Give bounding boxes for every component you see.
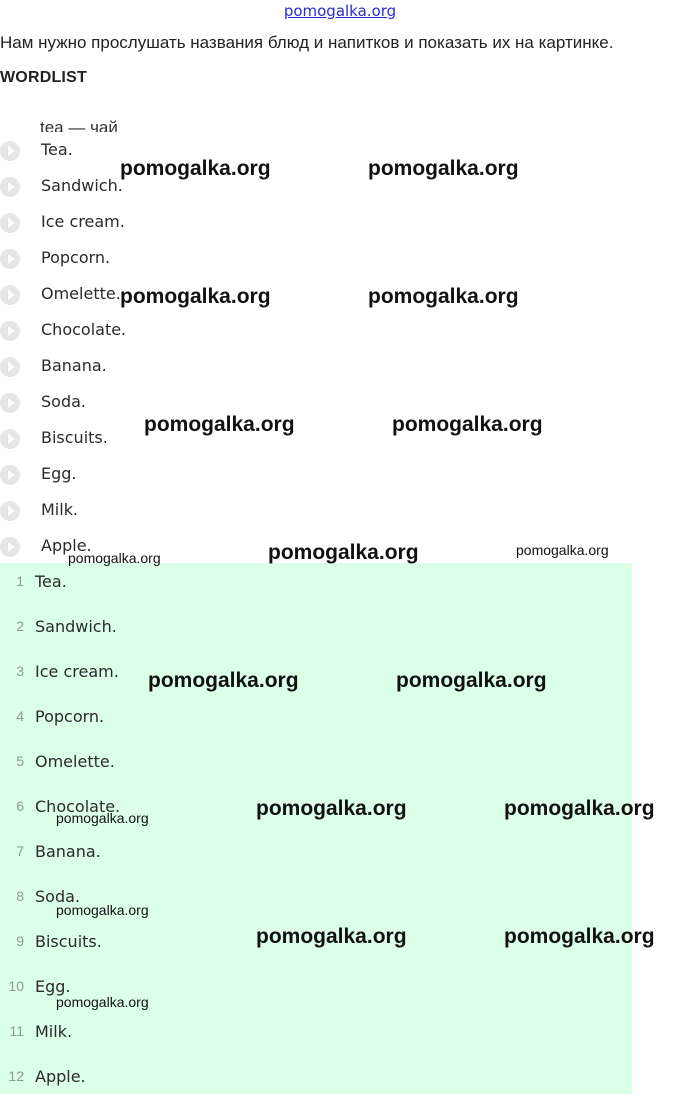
item-number: 11 — [9, 1023, 24, 1039]
watermark: pomogalka.org — [56, 810, 149, 826]
item-number: 2 — [16, 618, 24, 634]
item-number: 8 — [16, 888, 24, 904]
audio-item — [0, 277, 680, 313]
play-icon[interactable] — [0, 465, 20, 485]
play-icon[interactable] — [0, 393, 20, 413]
audio-item-label: Egg. — [41, 464, 77, 483]
item-text: Sandwich. — [35, 617, 117, 636]
watermark: pomogalka.org — [144, 413, 295, 436]
play-icon[interactable] — [0, 501, 20, 521]
numbered-word-panel — [0, 563, 632, 1094]
item-text: Tea. — [35, 572, 67, 591]
item-text: Egg. — [35, 977, 71, 996]
audio-item — [0, 313, 680, 349]
play-icon[interactable] — [0, 285, 20, 305]
play-icon[interactable] — [0, 213, 20, 233]
watermark: pomogalka.org — [56, 902, 149, 918]
audio-item-label: Omelette. — [41, 284, 121, 303]
play-icon[interactable] — [0, 177, 20, 197]
numbered-item — [0, 698, 632, 743]
item-text: Popcorn. — [35, 707, 105, 726]
audio-item — [0, 493, 680, 529]
item-text: Apple. — [35, 1067, 86, 1086]
item-number: 6 — [16, 798, 24, 814]
audio-item-label: Milk. — [41, 500, 79, 519]
audio-item-label: Biscuits. — [41, 428, 108, 447]
play-icon[interactable] — [0, 249, 20, 269]
numbered-item — [0, 608, 632, 653]
item-number: 5 — [16, 753, 24, 769]
numbered-item — [0, 833, 632, 878]
watermark: pomogalka.org — [516, 542, 609, 558]
wordlist-title: WORDLIST — [0, 69, 87, 86]
watermark: pomogalka.org — [504, 797, 655, 820]
watermark: pomogalka.org — [396, 669, 547, 692]
audio-item-label: Ice cream. — [41, 212, 125, 231]
audio-word-list — [0, 133, 680, 565]
play-icon[interactable] — [0, 537, 20, 557]
item-number: 1 — [16, 573, 24, 589]
watermark: pomogalka.org — [120, 285, 271, 308]
audio-item-label: Sandwich. — [41, 176, 123, 195]
task-instruction: Нам нужно прослушать названия блюд и напитков и показать их на картинке. — [0, 33, 614, 52]
wordlist-cut-text: tea — чай — [40, 118, 118, 132]
watermark: pomogalka.org — [148, 669, 299, 692]
numbered-item — [0, 563, 632, 608]
watermark: pomogalka.org — [392, 413, 543, 436]
numbered-item — [0, 1058, 632, 1103]
item-text: Banana. — [35, 842, 101, 861]
numbered-item — [0, 743, 632, 788]
item-number: 10 — [8, 978, 24, 994]
play-icon[interactable] — [0, 357, 20, 377]
watermark: pomogalka.org — [268, 541, 419, 564]
numbered-item — [0, 1013, 632, 1058]
watermark: pomogalka.org — [256, 925, 407, 948]
watermark: pomogalka.org — [56, 994, 149, 1010]
play-icon[interactable] — [0, 321, 20, 341]
watermark: pomogalka.org — [68, 550, 161, 566]
item-text: Soda. — [35, 887, 80, 906]
audio-item-label: Apple. — [41, 536, 92, 555]
audio-item — [0, 169, 680, 205]
audio-item-label: Popcorn. — [41, 248, 111, 267]
play-icon[interactable] — [0, 429, 20, 449]
audio-item-label: Soda. — [41, 392, 86, 411]
audio-item-label: Tea. — [41, 140, 73, 159]
item-text: Chocolate. — [35, 797, 121, 816]
watermark: pomogalka.org — [504, 925, 655, 948]
site-link[interactable]: pomogalka.org — [283, 2, 397, 20]
audio-item — [0, 349, 680, 385]
audio-item — [0, 241, 680, 277]
audio-item — [0, 205, 680, 241]
audio-item-label: Chocolate. — [41, 320, 127, 339]
audio-item-label: Banana. — [41, 356, 107, 375]
item-number: 7 — [16, 843, 24, 859]
item-number: 12 — [8, 1068, 24, 1084]
audio-item — [0, 421, 680, 457]
watermark: pomogalka.org — [368, 157, 519, 180]
item-number: 4 — [16, 708, 24, 724]
audio-item — [0, 385, 680, 421]
watermark: pomogalka.org — [368, 285, 519, 308]
item-number: 3 — [16, 663, 24, 679]
watermark: pomogalka.org — [256, 797, 407, 820]
item-text: Milk. — [35, 1022, 73, 1041]
item-text: Ice cream. — [35, 662, 119, 681]
numbered-word-list — [0, 563, 632, 1103]
item-text: Biscuits. — [35, 932, 102, 951]
audio-item — [0, 133, 680, 169]
item-number: 9 — [16, 933, 24, 949]
watermark: pomogalka.org — [120, 157, 271, 180]
item-text: Omelette. — [35, 752, 115, 771]
play-icon[interactable] — [0, 141, 20, 161]
audio-item — [0, 457, 680, 493]
